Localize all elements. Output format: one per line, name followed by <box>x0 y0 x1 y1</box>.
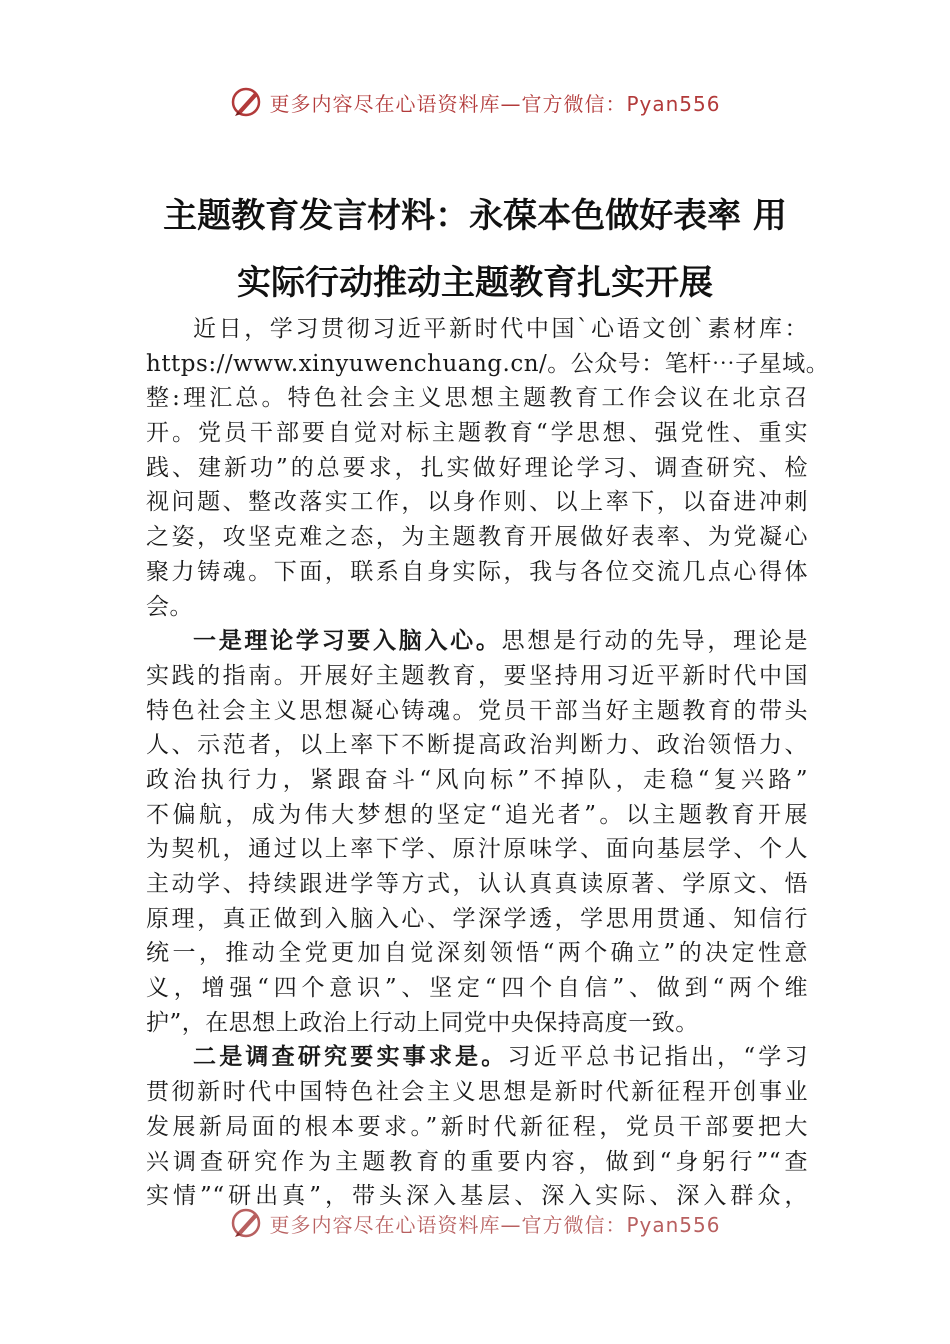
body-line: 不偏航，成为伟大梦想的坚定“追光者”。以主题教育开展 <box>146 801 808 828</box>
body-line: 护”，在思想上政治上行动上同党中央保持高度一致。 <box>146 1009 699 1036</box>
watermark-header <box>0 82 950 122</box>
body-line: 原理，真正做到入脑入心、学深学透，学思用贯通、知信行 <box>146 905 808 932</box>
body-line: 开。党员干部要自觉对标主题教育“学思想、强党性、重实 <box>146 420 808 447</box>
document-body <box>146 312 830 1214</box>
body-line: 统一，推动全党更加自觉深刻领悟“两个确立”的决定性意 <box>146 940 808 967</box>
body-line-text: 思想是行动的先导，理论是 <box>501 628 809 655</box>
pen-logo-icon <box>229 85 263 119</box>
body-line: 视问题、整改落实工作，以身作则、以上率下，以奋进冲刺 <box>146 489 808 516</box>
body-line: 实情”“研出真”，带头深入基层、深入实际、深入群众， <box>146 1183 808 1210</box>
body-line: 实践的指南。开展好主题教育，要坚持用习近平新时代中国 <box>146 662 808 689</box>
section-heading-2: 二是调查研究要实事求是。 <box>193 1043 508 1071</box>
body-line: 聚力铸魂。下面，联系自身实际，我与各位交流几点心得体 <box>146 558 808 585</box>
body-line: 特色社会主义思想凝心铸魂。党员干部当好主题教育的带头 <box>146 697 808 724</box>
body-line: 践、建新功”的总要求，扎实做好理论学习、调查研究、检 <box>146 454 808 481</box>
body-line: 主动学、持续跟进学等方式，认认真真读原著、学原文、悟 <box>146 871 808 897</box>
section-heading-1: 一是理论学习要入脑入心。 <box>193 627 502 655</box>
document-title-line-2: 实际行动推动主题教育扎实开展 <box>237 263 713 303</box>
body-line: 贯彻新时代中国特色社会主义思想是新时代新征程开创事业 <box>146 1079 808 1106</box>
body-line: 之姿，攻坚克难之态，为主题教育开展做好表率、为党凝心 <box>146 524 808 551</box>
body-line: 兴调查研究作为主题教育的重要内容，做到“身躬行”“查 <box>146 1148 808 1175</box>
paragraph-1-first-line <box>146 624 808 659</box>
watermark-text: 更多内容尽在心语资料库—官方微信：Pyan556 <box>269 91 721 116</box>
body-line: 人、示范者，以上率下不断提高政治判断力、政治领悟力、 <box>146 732 808 759</box>
body-line: 发展新局面的根本要求。”新时代新征程，党员干部要把大 <box>146 1113 808 1140</box>
body-line: https://www.xinyuwenchuang.cn/。公众号：笔杆⋯子星域。 <box>146 350 830 377</box>
body-line: 会。 <box>146 593 193 620</box>
pen-logo-icon <box>229 1206 263 1240</box>
body-line: 近日，学习贯彻习近平新时代中国`心语文创`素材库： <box>193 316 808 342</box>
body-line: 为契机，通过以上率下学、原汁原味学、面向基层学、个人 <box>146 836 808 863</box>
body-line: 政治执行力，紧跟奋斗“风向标”不掉队，走稳“复兴路” <box>146 766 808 793</box>
body-line: 整:理汇总。特色社会主义思想主题教育工作会议在北京召 <box>146 385 808 412</box>
body-line: 义，增强“四个意识”、坚定“四个自信”、做到“两个维 <box>146 975 808 1002</box>
watermark-footer <box>0 1203 950 1243</box>
paragraph-2-first-line <box>146 1040 808 1075</box>
watermark-text: 更多内容尽在心语资料库—官方微信：Pyan556 <box>269 1212 721 1237</box>
body-line-text: 习近平总书记指出，“学习 <box>507 1044 809 1071</box>
document-title-line-1: 主题教育发言材料：永葆本色做好表率 用 <box>163 196 787 236</box>
